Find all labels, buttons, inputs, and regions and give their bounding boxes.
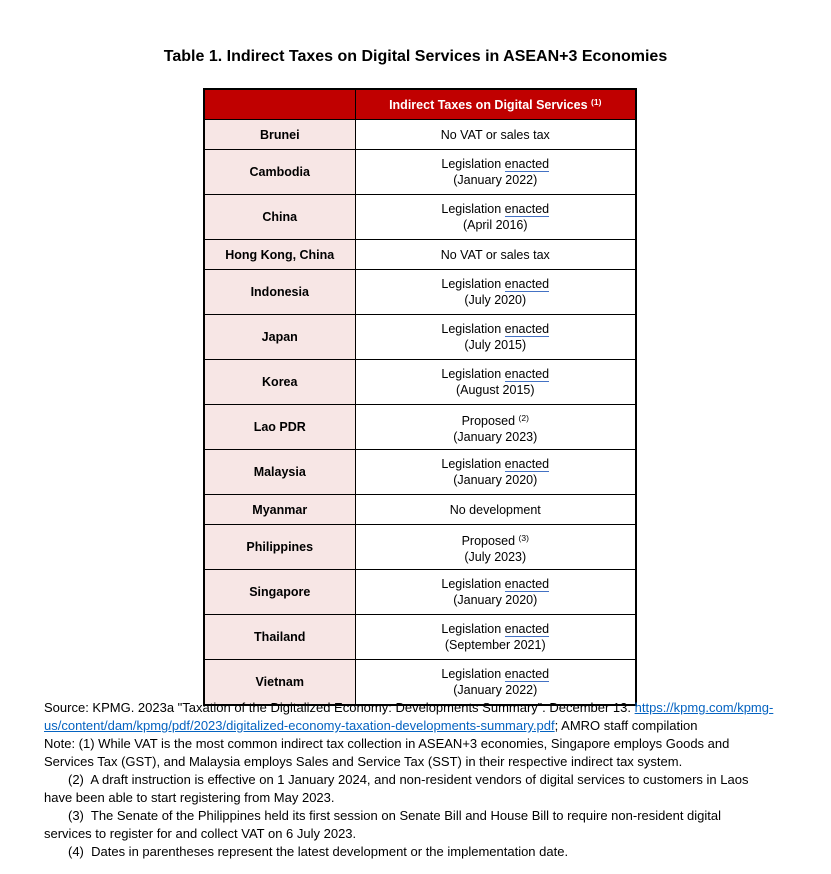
text-run: Legislation xyxy=(441,202,505,216)
footnote-line xyxy=(44,699,824,717)
value-cell xyxy=(355,240,636,270)
value-line xyxy=(362,337,630,353)
source-url-link[interactable]: https://kpmg.com/kpmg- xyxy=(634,700,774,715)
text-run: Legislation xyxy=(441,622,505,636)
text-run: (January 2022) xyxy=(453,173,538,187)
text-run: Legislation xyxy=(441,457,505,471)
enacted-link[interactable]: enacted xyxy=(504,667,550,681)
text-run: Legislation xyxy=(441,277,505,291)
value-line xyxy=(362,592,630,608)
country-cell: Vietnam xyxy=(204,660,355,706)
text-run: (July 2023) xyxy=(464,549,527,564)
value-cell xyxy=(355,270,636,315)
value-line xyxy=(362,172,630,188)
table-body xyxy=(204,120,636,706)
value-line xyxy=(362,292,630,308)
value-cell xyxy=(355,495,636,525)
value-line xyxy=(362,682,630,698)
value-line xyxy=(362,502,630,518)
country-cell: Hong Kong, China xyxy=(204,240,355,270)
text-run: (September 2021) xyxy=(444,638,546,652)
footnote-line xyxy=(44,771,824,789)
country-cell: Cambodia xyxy=(204,150,355,195)
table-row xyxy=(204,405,636,450)
table-row xyxy=(204,615,636,660)
table-row xyxy=(204,315,636,360)
country-cell: Myanmar xyxy=(204,495,355,525)
value-cell xyxy=(355,150,636,195)
header-label: Indirect Taxes on Digital Services xyxy=(389,98,592,112)
country-cell: Lao PDR xyxy=(204,405,355,450)
country-cell: Singapore xyxy=(204,570,355,615)
text-run: (2) A draft instruction is effective on 1 January 2024, and non-resident vendors of digital services to customers in Laos xyxy=(68,772,749,787)
text-run: (January 2020) xyxy=(453,473,538,487)
value-line xyxy=(362,576,630,592)
enacted-link[interactable]: enacted xyxy=(504,457,550,471)
table-row xyxy=(204,570,636,615)
header-country-cell xyxy=(204,89,355,120)
value-line xyxy=(362,156,630,172)
table-row xyxy=(204,195,636,240)
source-url-link[interactable]: us/content/dam/kpmg/pdf/2023/digitalized-economy-taxation-developments-summary.pdf xyxy=(44,718,555,733)
text-run: (3) The Senate of the Philippines held its first session on Senate Bill and House Bill to require non-resident digital xyxy=(68,808,722,823)
country-cell: Japan xyxy=(204,315,355,360)
country-cell: Philippines xyxy=(204,525,355,570)
table-header-row xyxy=(204,89,636,120)
value-line xyxy=(362,530,630,549)
table-title: Table 1. Indirect Taxes on Digital Services in ASEAN+3 Economies xyxy=(163,48,668,65)
value-cell xyxy=(355,525,636,570)
value-cell xyxy=(355,195,636,240)
value-line xyxy=(362,410,630,429)
country-cell: Indonesia xyxy=(204,270,355,315)
text-run: No development xyxy=(449,502,541,517)
value-cell xyxy=(355,120,636,150)
text-run: Legislation xyxy=(441,577,505,591)
text-run: (July 2015) xyxy=(464,338,527,352)
value-cell xyxy=(355,360,636,405)
footnote-ref: (2) xyxy=(518,412,529,423)
value-line xyxy=(362,666,630,682)
value-line xyxy=(362,217,630,233)
value-line xyxy=(362,127,630,143)
header-value-cell xyxy=(355,89,636,120)
footnote-line xyxy=(44,735,824,753)
value-line xyxy=(362,472,630,488)
value-line xyxy=(362,276,630,292)
country-cell: China xyxy=(204,195,355,240)
text-run: have been able to start registering from May 2023. xyxy=(44,790,335,805)
country-cell: Malaysia xyxy=(204,450,355,495)
value-cell xyxy=(355,315,636,360)
value-line xyxy=(362,621,630,637)
text-run: Legislation xyxy=(441,157,505,171)
value-cell xyxy=(355,570,636,615)
enacted-link[interactable]: enacted xyxy=(504,322,550,336)
text-run: (January 2023) xyxy=(453,429,538,444)
enacted-link[interactable]: enacted xyxy=(504,367,550,381)
footnote-line xyxy=(44,717,824,735)
table-row xyxy=(204,450,636,495)
table-row xyxy=(204,270,636,315)
text-run: No VAT or sales tax xyxy=(440,127,550,142)
text-run: Source: KPMG. 2023a "Taxation of the Digitalized Economy: Developments Summary”. December 13. xyxy=(44,700,635,715)
text-run: (January 2022) xyxy=(453,683,538,697)
enacted-link[interactable]: enacted xyxy=(504,277,550,291)
value-line xyxy=(362,456,630,472)
text-run: No VAT or sales tax xyxy=(440,247,550,262)
enacted-link[interactable]: enacted xyxy=(504,202,550,216)
text-run: (August 2015) xyxy=(455,383,535,397)
text-run: Legislation xyxy=(441,322,505,336)
text-run: Proposed xyxy=(461,533,519,548)
value-line xyxy=(362,366,630,382)
footnote-line xyxy=(44,753,824,771)
text-run: (4) Dates in parentheses represent the latest development or the implementation date. xyxy=(68,844,569,859)
footnote-line xyxy=(44,843,824,861)
value-line xyxy=(362,429,630,445)
footnote-ref-1: (1) xyxy=(591,97,602,107)
text-run: services to register for and collect VAT on 6 July 2023. xyxy=(44,826,357,841)
footnote-line xyxy=(44,807,824,825)
table-row xyxy=(204,240,636,270)
enacted-link[interactable]: enacted xyxy=(504,622,550,636)
value-line xyxy=(362,201,630,217)
enacted-link[interactable]: enacted xyxy=(504,577,550,591)
text-run: Proposed xyxy=(461,413,519,428)
text-run: (July 2020) xyxy=(464,293,527,307)
value-cell xyxy=(355,450,636,495)
value-line xyxy=(362,321,630,337)
country-cell: Thailand xyxy=(204,615,355,660)
table-row xyxy=(204,150,636,195)
indirect-taxes-table xyxy=(203,88,637,706)
value-cell xyxy=(355,615,636,660)
value-line xyxy=(362,247,630,263)
text-run: (April 2016) xyxy=(462,218,528,232)
enacted-link[interactable]: enacted xyxy=(504,157,550,171)
text-run: (January 2020) xyxy=(453,593,538,607)
value-line xyxy=(362,637,630,653)
table-row xyxy=(204,120,636,150)
value-line xyxy=(362,382,630,398)
country-cell: Brunei xyxy=(204,120,355,150)
value-cell xyxy=(355,405,636,450)
source-notes xyxy=(44,699,824,861)
text-run: Note: (1) While VAT is the most common indirect tax collection in ASEAN+3 economies, Singapore employs Goods and xyxy=(44,736,730,751)
table-row xyxy=(204,495,636,525)
text-run: Legislation xyxy=(441,667,505,681)
text-run: ; AMRO staff compilation xyxy=(554,718,698,733)
footnote-ref: (3) xyxy=(518,532,529,543)
table-row xyxy=(204,525,636,570)
table-row xyxy=(204,360,636,405)
country-cell: Korea xyxy=(204,360,355,405)
footnote-line xyxy=(44,825,824,843)
text-run: Services Tax (GST), and Malaysia employs Sales and Service Tax (SST) in their respective indirect tax system. xyxy=(44,754,683,769)
text-run: Legislation xyxy=(441,367,505,381)
value-line xyxy=(362,549,630,565)
footnote-line xyxy=(44,789,824,807)
